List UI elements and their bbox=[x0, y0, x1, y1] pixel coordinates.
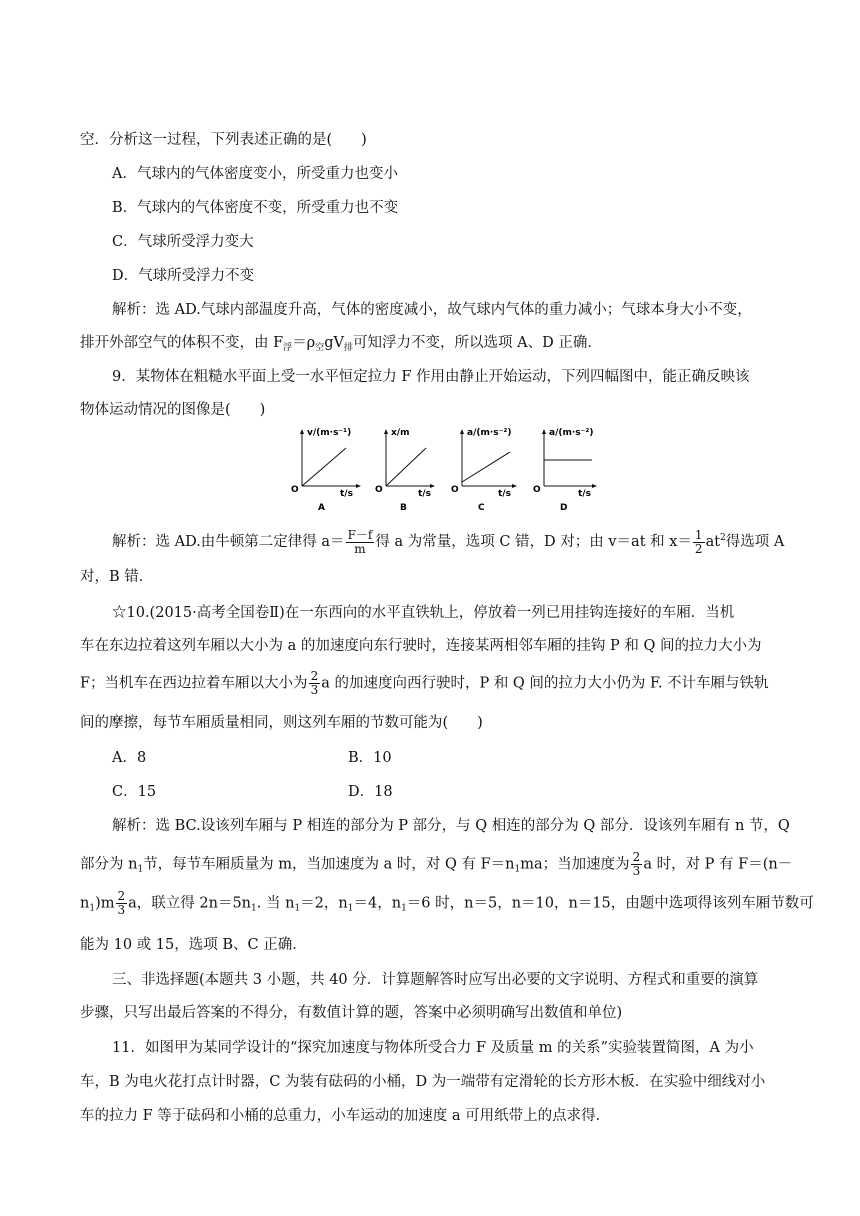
graph-c-xlabel: t/s bbox=[498, 489, 511, 499]
graph-a-xlabel: t/s bbox=[340, 489, 353, 499]
q10-option-b: B．10 bbox=[348, 750, 392, 766]
question-10-line-2: 车在东边拉着这列车厢以大小为 a 的加速度向东行驶时，连接某两相邻车厢的挂钩 P 和 Q 间的拉力大小为 bbox=[80, 638, 762, 654]
graph-a-caption: A bbox=[318, 503, 325, 513]
analysis-9-line-2: 对，B 错． bbox=[80, 569, 154, 585]
option-b: B．气球内的气体密度不变，所受重力也不变 bbox=[112, 200, 399, 216]
question-11-line-2: 车，B 为电火花打点计时器，C 为装有砝码的小桶，D 为一端带有定滑轮的长方形木板．在实验中细线对小 bbox=[80, 1074, 766, 1090]
section-3-heading-line-1: 三、非选择题(本题共 3 小题，共 40 分．计算题解答时应写出必要的文字说明、方程式和重要的演算 bbox=[112, 972, 759, 988]
graph-b-caption: B bbox=[400, 503, 407, 513]
analysis-9-line-1: 解析：选 AD.由牛顿第二定律得 a＝ $\frac{F-f}{m}$ 得 a 为常量，选项 C 错，D 对；由 v＝at 和 x＝ $\frac{1}{2}$ $at^2$得选项 A bbox=[112, 527, 785, 556]
q10-options-row-2 bbox=[112, 782, 812, 802]
question-9-line-1: 9．某物体在粗糙水平面上受一水平恒定拉力 F 作用由静止开始运动，下列四幅图中，能正确反映该 bbox=[112, 369, 750, 385]
analysis-8-line-1: 解析：选 AD.气球内部温度升高，气体的密度减小，故气球内气体的重力减小；气球本身大小不变， bbox=[112, 302, 752, 318]
graph-b-xlabel: t/s bbox=[418, 489, 431, 499]
question-11-line-1: 11．如图甲为某同学设计的“探究加速度与物体所受合力 F 及质量 m 的关系”实验装置简图，A 为小 bbox=[112, 1040, 754, 1056]
graph-d-caption: D bbox=[560, 503, 568, 513]
graph-d-xlabel: t/s bbox=[578, 489, 591, 499]
analysis-8-line-2: 排开外部空气的体积不变，由 $F_浮=\rho_空gV_排$可知浮力不变，所以选项 A、D 正确． bbox=[80, 335, 602, 353]
question-10-line-3: F；当机车在西边拉着车厢以大小为 $\frac{2}{3}$ a 的加速度向西行驶时，P 和 Q 间的拉力大小仍为 F. 不计车厢与铁轨 bbox=[80, 669, 769, 697]
q10-option-a: A．8 bbox=[112, 750, 147, 766]
graph-a-ylabel: v/(m·s⁻¹) bbox=[307, 428, 352, 438]
option-a: A．气球内的气体密度变小，所受重力也变小 bbox=[112, 166, 398, 182]
analysis-10-line-4: 能为 10 或 15，选项 B、C 正确． bbox=[80, 937, 307, 953]
analysis-10-line-3: $n_1)m$ $\frac{2}{3}$ a，联立得 $2n=5n_1$. 当 $n_1=2$，$n_1=4$，$n_1=6$ 时，n＝5，n＝10，n＝15，由题中选项得该列车厢节数可 bbox=[80, 889, 814, 917]
analysis-10-line-1: 解析：选 BC.设该列车厢与 P 相连的部分为 P 部分，与 Q 相连的部分为 Q 部分．设该列车厢有 n 节，Q bbox=[112, 818, 790, 834]
graph-d bbox=[533, 428, 597, 513]
graph-a bbox=[291, 428, 361, 513]
question-8-stem-end: 空．分析这一过程，下列表述正确的是( ) bbox=[80, 132, 367, 148]
graph-d-origin: O bbox=[533, 485, 541, 495]
graph-d-ylabel: a/(m·s⁻²) bbox=[549, 428, 594, 438]
graph-c bbox=[451, 428, 517, 513]
question-10-line-1: ☆10.(2015·高考全国卷Ⅱ)在一东西向的水平直铁轨上，停放着一列已用挂钩连接好的车厢．当机 bbox=[112, 605, 735, 621]
q10-option-c: C．15 bbox=[112, 784, 157, 800]
q10-options-row-1 bbox=[112, 748, 812, 768]
graph-c-ylabel: a/(m·s⁻²) bbox=[467, 428, 512, 438]
graph-b-ylabel: x/m bbox=[391, 428, 410, 438]
q10-option-d: D．18 bbox=[348, 784, 393, 800]
graph-a-origin: O bbox=[291, 485, 299, 495]
question-10-line-4: 间的摩擦，每节车厢质量相同，则这列车厢的节数可能为( ) bbox=[80, 715, 483, 731]
question-11-line-3: 车的拉力 F 等于砝码和小桶的总重力，小车运动的加速度 a 可用纸带上的点求得． bbox=[80, 1108, 611, 1124]
graph-b-origin: O bbox=[375, 485, 383, 495]
option-c: C．气球所受浮力变大 bbox=[112, 234, 254, 250]
graph-c-caption: C bbox=[478, 503, 485, 513]
question-9-line-2: 物体运动情况的图像是( ) bbox=[80, 402, 266, 418]
section-3-heading-line-2: 步骤，只写出最后答案的不得分，有数值计算的题，答案中必须明确写出数值和单位) bbox=[80, 1005, 623, 1021]
graph-c-origin: O bbox=[451, 485, 459, 495]
graph-b bbox=[375, 428, 435, 513]
option-d: D．气球所受浮力不变 bbox=[112, 268, 255, 284]
motion-graphs-figure bbox=[288, 426, 608, 516]
analysis-10-line-2: 部分为 $n_1$节，每节车厢质量为 m，当加速度为 a 时，对 Q 有 $F=n_1ma$；当加速度为 $\frac{2}{3}$ a 时，对 P 有 F＝(n－ bbox=[80, 850, 793, 878]
